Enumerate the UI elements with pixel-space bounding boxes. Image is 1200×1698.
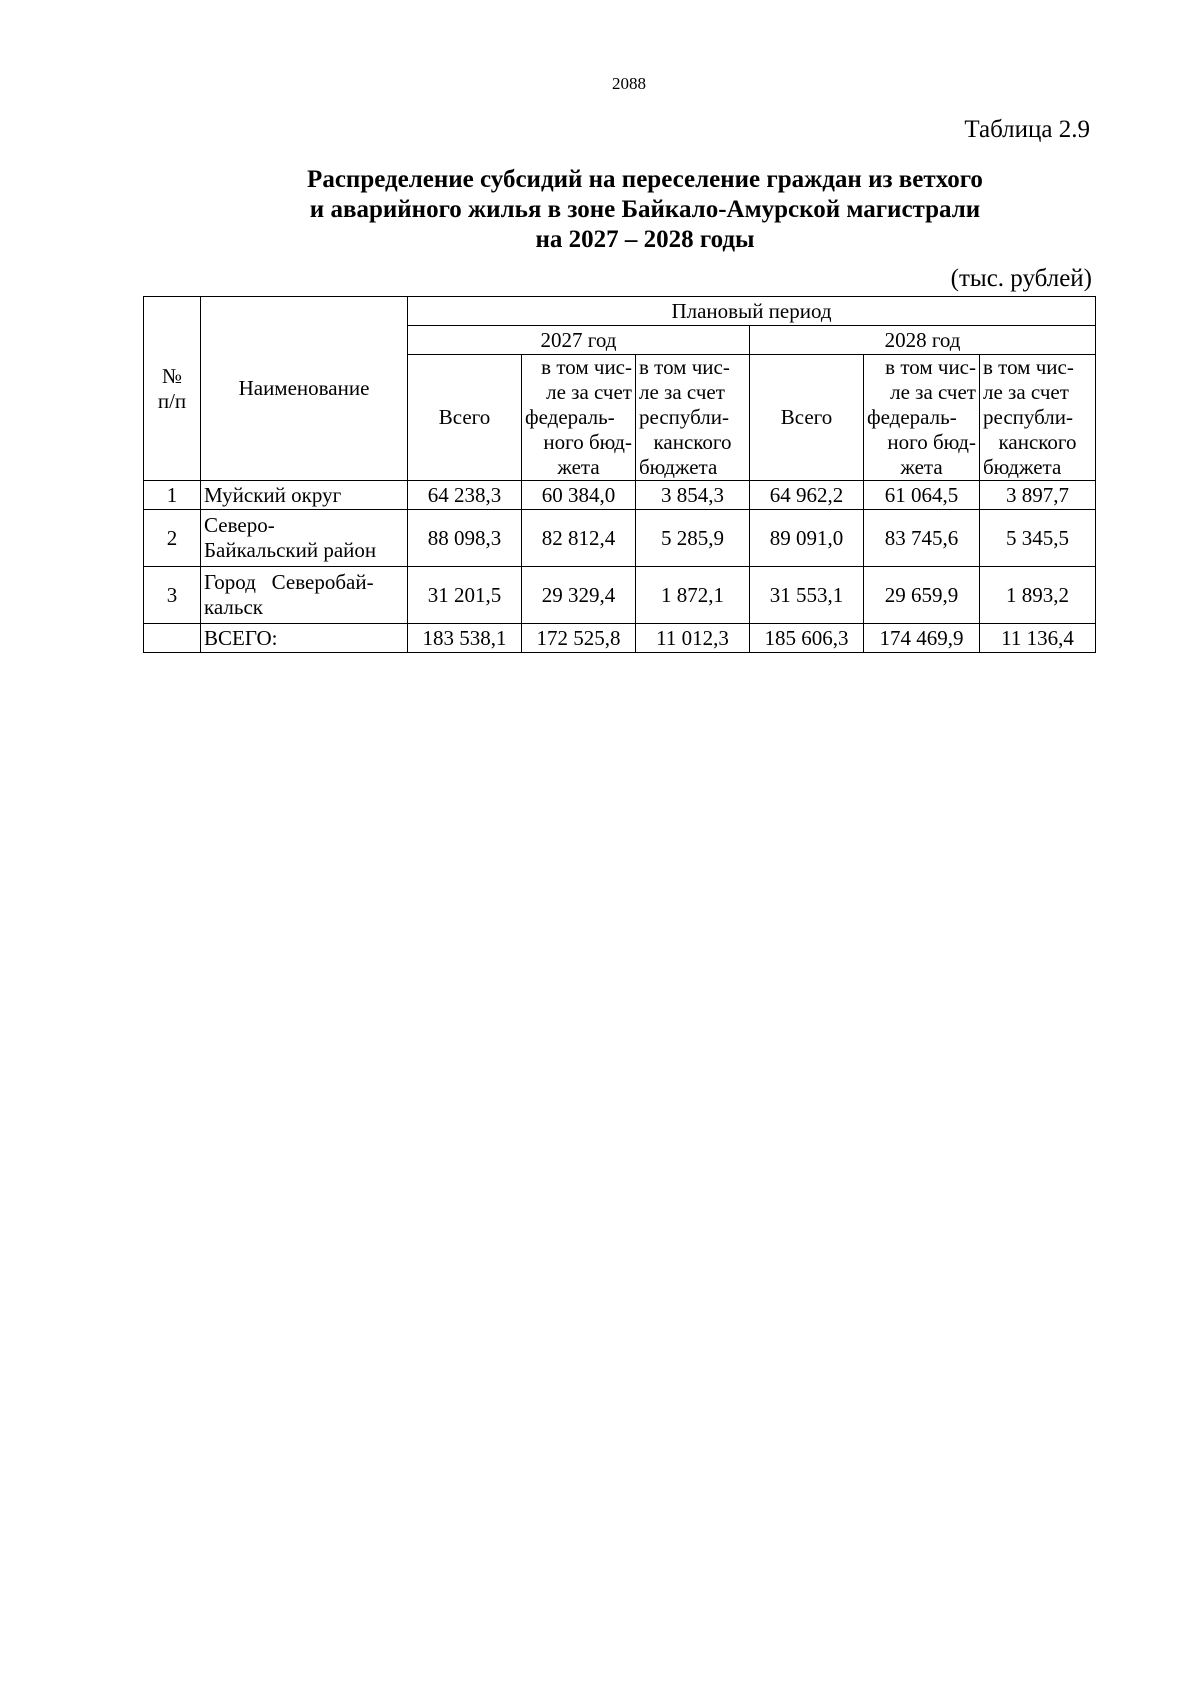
row-name — [201, 567, 408, 624]
value-cell: 5 285,9 — [636, 510, 750, 567]
header-federal-2028-line-2: ле за счет — [890, 380, 976, 404]
value-cell: 31 201,5 — [408, 567, 522, 624]
header-year-2028: 2028 год — [750, 326, 1096, 355]
header-federal-2028-line-1: в том чис- — [885, 355, 976, 379]
row-name-line-1: Северо- — [204, 513, 275, 537]
header-republic-2028 — [980, 355, 1096, 481]
value-cell: 61 064,5 — [864, 481, 980, 510]
header-republic-2028-line-5: бюджета — [983, 455, 1062, 479]
table-label: Таблица 2.9 — [964, 116, 1090, 143]
row-name-line-2: Байкальский район — [204, 538, 377, 562]
row-number: 1 — [144, 481, 201, 510]
header-row-1 — [144, 297, 1096, 326]
title-line-3: на 2027 – 2028 годы — [535, 226, 755, 253]
title-line-2: и аварийного жилья в зоне Байкало-Амурской магистрали — [309, 196, 981, 223]
header-num-line-1: № — [161, 363, 183, 388]
header-federal-2027-line-3: федераль- — [525, 405, 615, 429]
total-row — [144, 624, 1096, 653]
row-number: 2 — [144, 510, 201, 567]
total-value-cell: 11 012,3 — [636, 624, 750, 653]
header-federal-2028-line-5: жета — [900, 455, 943, 479]
header-republic-2027 — [636, 355, 750, 481]
header-federal-2027-line-5: жета — [557, 455, 600, 479]
header-republic-2027-line-3: республи- — [639, 405, 729, 429]
value-cell: 64 238,3 — [408, 481, 522, 510]
value-cell: 31 553,1 — [750, 567, 864, 624]
row-number: 3 — [144, 567, 201, 624]
header-num — [144, 297, 201, 481]
total-value-cell: 11 136,4 — [980, 624, 1096, 653]
units-label: (тыс. рублей) — [950, 265, 1092, 292]
header-federal-2028-line-3: федераль- — [867, 405, 957, 429]
value-cell: 64 962,2 — [750, 481, 864, 510]
total-row-label: ВСЕГО: — [201, 624, 408, 653]
header-republic-2028-line-4: канского — [998, 430, 1077, 454]
subsidies-table — [143, 296, 1096, 653]
value-cell: 89 091,0 — [750, 510, 864, 567]
value-cell: 3 897,7 — [980, 481, 1096, 510]
header-year-2027: 2027 год — [408, 326, 750, 355]
header-republic-2028-line-1: в том чис- — [983, 355, 1074, 379]
total-value-cell: 174 469,9 — [864, 624, 980, 653]
header-total-2027: Всего — [408, 355, 522, 481]
header-republic-2027-line-5: бюджета — [639, 455, 718, 479]
table-row — [144, 481, 1096, 510]
total-value-cell: 183 538,1 — [408, 624, 522, 653]
value-cell: 1 872,1 — [636, 567, 750, 624]
row-name — [201, 510, 408, 567]
header-federal-2027-line-1: в том чис- — [541, 355, 632, 379]
value-cell: 82 812,4 — [522, 510, 636, 567]
total-row-number — [144, 624, 201, 653]
total-value-cell: 185 606,3 — [750, 624, 864, 653]
header-federal-2027 — [522, 355, 636, 481]
document-title — [0, 165, 1200, 255]
header-republic-2028-line-3: республи- — [983, 405, 1073, 429]
header-federal-2027-line-4: ного бюд- — [543, 430, 632, 454]
total-value-cell: 172 525,8 — [522, 624, 636, 653]
value-cell: 88 098,3 — [408, 510, 522, 567]
header-federal-2028 — [864, 355, 980, 481]
header-num-line-2: п/п — [157, 388, 187, 413]
header-republic-2027-line-2: ле за счет — [639, 380, 725, 404]
row-name-line-2: кальск — [204, 595, 263, 619]
value-cell: 3 854,3 — [636, 481, 750, 510]
value-cell: 60 384,0 — [522, 481, 636, 510]
title-line-1: Распределение субсидий на переселение граждан из ветхого — [307, 166, 983, 193]
value-cell: 5 345,5 — [980, 510, 1096, 567]
value-cell: 1 893,2 — [980, 567, 1096, 624]
table-row — [144, 510, 1096, 567]
value-cell: 29 659,9 — [864, 567, 980, 624]
page-number: 2088 — [612, 74, 646, 93]
row-name-line-1: Город Северобай- — [204, 570, 374, 594]
header-planned-period: Плановый период — [408, 297, 1096, 326]
table-row — [144, 567, 1096, 624]
header-republic-2027-line-4: канского — [653, 430, 732, 454]
header-republic-2028-line-2: ле за счет — [983, 380, 1069, 404]
header-total-2028: Всего — [750, 355, 864, 481]
value-cell: 83 745,6 — [864, 510, 980, 567]
row-name: Муйский округ — [201, 481, 408, 510]
header-name: Наименование — [201, 297, 408, 481]
header-republic-2027-line-1: в том чис- — [639, 355, 730, 379]
header-federal-2028-line-4: ного бюд- — [887, 430, 976, 454]
value-cell: 29 329,4 — [522, 567, 636, 624]
header-federal-2027-line-2: ле за счет — [546, 380, 632, 404]
